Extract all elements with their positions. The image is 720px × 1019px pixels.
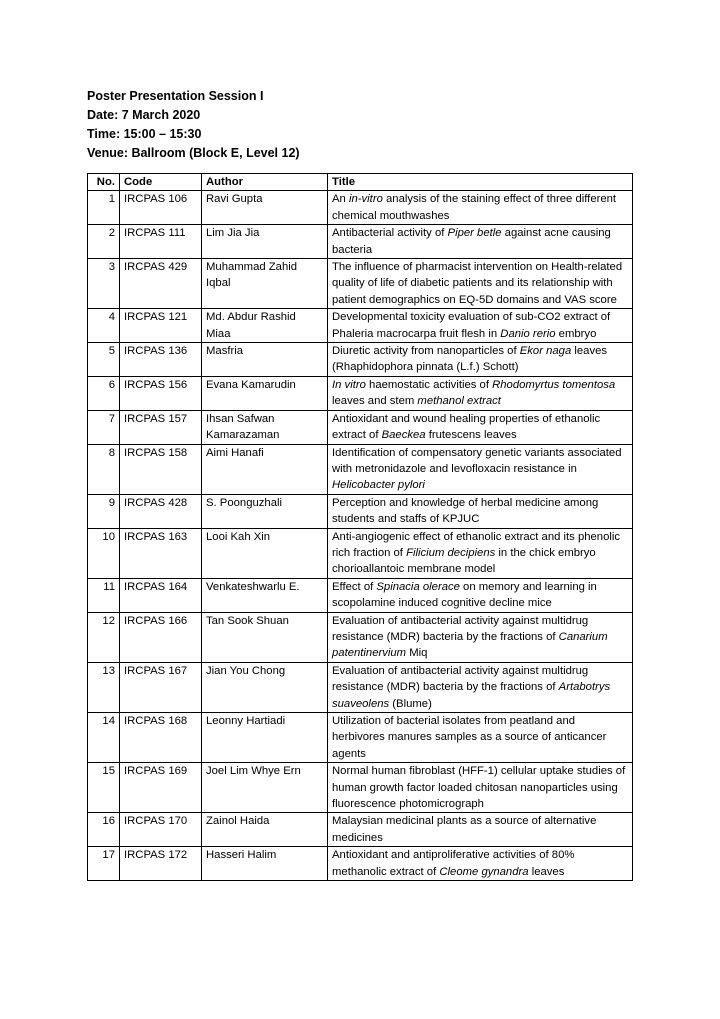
cell-author: Looi Kah Xin [202, 528, 328, 578]
column-header-no: No. [88, 174, 120, 191]
cell-title [328, 528, 633, 578]
cell-author: Hasseri Halim [202, 847, 328, 881]
title-segment: Evaluation of antibacterial activity against multidrug resistance (MDR) bacteria by the fractions of [332, 614, 589, 643]
cell-title [328, 713, 633, 763]
title-italic-segment: Danio rerio [500, 327, 556, 340]
cell-no: 12 [88, 612, 120, 662]
cell-code: IRCPAS 172 [120, 847, 202, 881]
cell-code: IRCPAS 428 [120, 494, 202, 528]
cell-author: Masfria [202, 343, 328, 377]
cell-author: Muhammad Zahid Iqbal [202, 259, 328, 309]
table-row [88, 376, 633, 410]
table-row [88, 763, 633, 813]
cell-title [328, 191, 633, 225]
title-segment: frutescens leaves [425, 429, 517, 442]
cell-title [328, 410, 633, 444]
cell-no: 16 [88, 813, 120, 847]
title-segment: Antibacterial activity of [332, 227, 448, 240]
cell-author: Zainol Haida [202, 813, 328, 847]
cell-no: 15 [88, 763, 120, 813]
title-segment: Antioxidant and wound healing properties of ethanolic extract of [332, 412, 601, 442]
session-date: Date: 7 March 2020 [87, 108, 201, 122]
cell-no: 7 [88, 410, 120, 444]
title-segment: in the chick embryo chorioallantoic membrane model [332, 546, 596, 576]
column-header-code: Code [120, 174, 202, 191]
cell-no: 1 [88, 191, 120, 225]
cell-author: Venkateshwarlu E. [202, 578, 328, 612]
cell-code: IRCPAS 111 [120, 225, 202, 259]
cell-no: 9 [88, 494, 120, 528]
table-row [88, 494, 633, 528]
table-row [88, 309, 633, 343]
title-segment: Developmental toxicity evaluation of sub-CO2 extract of Phaleria macrocarpa fruit flesh in [332, 311, 611, 340]
title-segment: Malaysian medicinal plants as a source of alternative medicines [332, 815, 597, 844]
cell-code: IRCPAS 158 [120, 444, 202, 494]
title-segment: embryo [555, 327, 597, 340]
cell-no: 5 [88, 343, 120, 377]
cell-code: IRCPAS 156 [120, 376, 202, 410]
table-row [88, 259, 633, 309]
title-segment: haemostatic activities of [365, 378, 493, 391]
cell-no: 4 [88, 309, 120, 343]
cell-code: IRCPAS 106 [120, 191, 202, 225]
table-row [88, 813, 633, 847]
cell-no: 17 [88, 847, 120, 881]
cell-code: IRCPAS 164 [120, 578, 202, 612]
cell-no: 8 [88, 444, 120, 494]
table-row [88, 343, 633, 377]
title-segment: Diuretic activity from nanoparticles of [332, 345, 520, 358]
table-row [88, 191, 633, 225]
cell-title [328, 847, 633, 881]
title-italic-segment: Cleome gynandra [439, 865, 529, 878]
cell-title [328, 444, 633, 494]
title-segment: on memory and learning in scopolamine induced cognitive decline mice [332, 580, 597, 610]
cell-code: IRCPAS 136 [120, 343, 202, 377]
cell-no: 10 [88, 528, 120, 578]
table-row [88, 847, 633, 881]
title-segment: Normal human fibroblast (HFF-1) cellular uptake studies of human growth factor loaded chitosan nanoparticles using fluorescence photomicrograph [332, 765, 626, 811]
column-header-title: Title [328, 174, 633, 191]
title-segment: leaves [528, 865, 565, 878]
table-row [88, 713, 633, 763]
title-segment: An [332, 193, 349, 206]
cell-code: IRCPAS 169 [120, 763, 202, 813]
cell-title [328, 578, 633, 612]
title-italic-segment: Piper betle [447, 227, 502, 240]
title-italic-segment: In vitro [332, 378, 366, 391]
cell-author: Md. Abdur Rashid Miaa [202, 309, 328, 343]
cell-code: IRCPAS 170 [120, 813, 202, 847]
table-header-row [88, 174, 633, 191]
title-segment: leaves and stem [332, 395, 418, 408]
title-italic-segment: Helicobacter pylori [332, 479, 425, 492]
cell-title [328, 662, 633, 712]
cell-title [328, 612, 633, 662]
title-italic-segment: Rhodomyrtus tomentosa [492, 378, 616, 391]
session-title: Poster Presentation Session I [87, 89, 264, 103]
title-italic-segment: Canarium patentinervium [332, 630, 608, 660]
cell-no: 14 [88, 713, 120, 763]
cell-code: IRCPAS 163 [120, 528, 202, 578]
title-italic-segment: Artabotrys suaveolens [332, 681, 611, 710]
cell-author: Aimi Hanafi [202, 444, 328, 494]
cell-code: IRCPAS 168 [120, 713, 202, 763]
title-segment: Effect of [332, 580, 377, 593]
table-row [88, 528, 633, 578]
cell-no: 11 [88, 578, 120, 612]
title-segment: Utilization of bacterial isolates from peatland and herbivores manures samples as a source of anticancer agents [332, 715, 607, 760]
session-time: Time: 15:00 – 15:30 [87, 127, 202, 141]
table-row [88, 578, 633, 612]
cell-author: Evana Kamarudin [202, 376, 328, 410]
table-row [88, 444, 633, 494]
cell-author: Ihsan Safwan Kamarazaman [202, 410, 328, 444]
title-segment: Miq [406, 647, 428, 660]
cell-author: Tan Sook Shuan [202, 612, 328, 662]
cell-no: 2 [88, 225, 120, 259]
title-segment: leaves (Rhaphidophora pinnata (L.f.) Schott) [332, 345, 608, 374]
table-body [88, 191, 633, 881]
cell-author: Ravi Gupta [202, 191, 328, 225]
cell-author: Joel Lim Whye Ern [202, 763, 328, 813]
cell-title [328, 343, 633, 377]
cell-code: IRCPAS 121 [120, 309, 202, 343]
poster-table [87, 173, 633, 881]
title-italic-segment: Spinacia olerace [376, 580, 460, 593]
cell-code: IRCPAS 157 [120, 410, 202, 444]
cell-author: Leonny Hartiadi [202, 713, 328, 763]
cell-author: Jian You Chong [202, 662, 328, 712]
cell-code: IRCPAS 429 [120, 259, 202, 309]
cell-title [328, 813, 633, 847]
title-segment: The influence of pharmacist intervention on Health-related quality of life of diabetic patients and its relationship with patient demographics on EQ-5D domains and VAS score [332, 261, 623, 306]
session-venue: Venue: Ballroom (Block E, Level 12) [87, 146, 300, 160]
title-segment: analysis of the staining effect of three different chemical mouthwashes [332, 193, 617, 222]
column-header-author: Author [202, 174, 328, 191]
cell-title [328, 494, 633, 528]
cell-no: 13 [88, 662, 120, 712]
table-row [88, 410, 633, 444]
session-header [87, 87, 300, 163]
title-segment: Antioxidant and antiproliferative activities of 80% methanolic extract of [332, 849, 575, 878]
cell-title [328, 309, 633, 343]
title-italic-segment: Filicium decipiens [406, 546, 496, 559]
title-segment: Identification of compensatory genetic variants associated with metronidazole and levofloxacin resistance in [332, 446, 622, 475]
table-row [88, 225, 633, 259]
title-italic-segment: in-vitro [348, 193, 383, 206]
cell-title [328, 225, 633, 259]
cell-author: S. Poonguzhali [202, 494, 328, 528]
table-row [88, 662, 633, 712]
cell-author: Lim Jia Jia [202, 225, 328, 259]
title-italic-segment: Baeckea [381, 429, 426, 442]
cell-code: IRCPAS 166 [120, 612, 202, 662]
title-segment: against acne causing bacteria [332, 227, 611, 256]
cell-title [328, 376, 633, 410]
title-italic-segment: methanol extract [417, 395, 501, 408]
cell-code: IRCPAS 167 [120, 662, 202, 712]
cell-no: 3 [88, 259, 120, 309]
cell-no: 6 [88, 376, 120, 410]
cell-title [328, 259, 633, 309]
title-segment: Evaluation of antibacterial activity against multidrug resistance (MDR) bacteria by the fractions of [332, 664, 589, 694]
cell-title [328, 763, 633, 813]
title-segment: Anti-angiogenic effect of ethanolic extract and its phenolic rich fraction of [332, 530, 621, 559]
title-segment: (Blume) [389, 697, 432, 710]
title-segment: Perception and knowledge of herbal medicine among students and staffs of KPJUC [332, 496, 599, 526]
table-row [88, 612, 633, 662]
title-italic-segment: Ekor naga [519, 345, 572, 358]
